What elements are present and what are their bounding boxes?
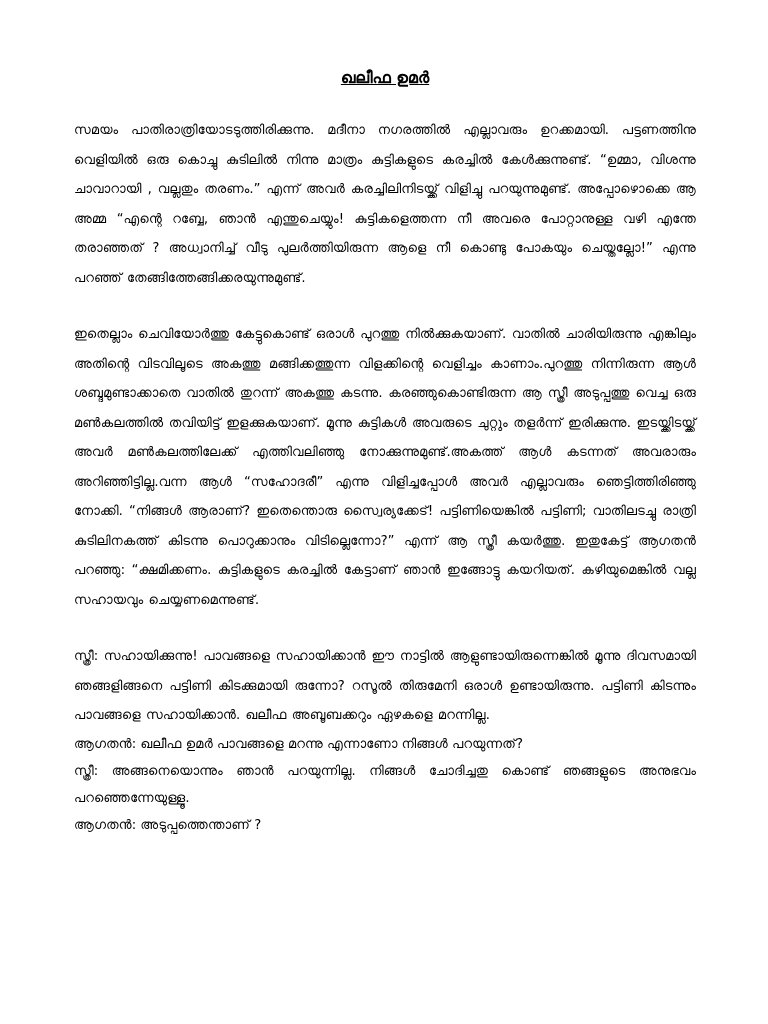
- dialogue-line-3: ആഗതൻ: അടുപ്പത്തെന്താണ് ?: [74, 817, 262, 833]
- paragraph-1: സമയം പാതിരാത്രിയോടടുത്തിരിക്കുന്നു. മദീനാ നഗരത്തിൽ എല്ലാവരും ഉറക്കമായി. പട്ടണത്തിനു വെളിയിൽ ഒരു കൊച്ചു കുടിലിൽ നിന്നു മാത്രം കുട്ടികളുടെ കരച്ചിൽ കേൾക്കുന്നുണ്ട്. “ഉമ്മാ, വിശന്നു ചാവാറായി , വല്ലതും തരണം.” എന്ന് അവർ കരച്ചിലിനിടയ്ക്ക് വിളിച്ചു പറയുന്നുമുണ്ട്. അപ്പോഴൊക്കെ ആ അമ്മ “എന്റെ റബ്ബേ, ഞാൻ എന്തുചെയ്യും! കുട്ടികളെത്തന്ന നീ അവരെ പോറ്റാനുള്ള വഴി എന്തേ തരാഞ്ഞത് ? അധ്വാനിച്ച് വീടു പുലർത്തിയിരുന്ന ആളെ നീ കൊണ്ടു പോകയും ചെയ്തല്ലോ!” എന്നു പറഞ്ഞ് തേങ്ങിത്തേങ്ങിക്കരയുന്നുമുണ്ട്.: [74, 123, 696, 286]
- dialogue-line-2: സ്ത്രീ: അങ്ങനെയൊന്നും ഞാൻ പറയുന്നില്ല. നിങ്ങൾ ചോദിച്ചതു കൊണ്ട് ഞങ്ങളുടെ അനുഭവം പറഞ്ഞെന്നേയുള്ളൂ.: [74, 763, 696, 806]
- paragraph-2: ഇതെല്ലാം ചെവിയോർത്തു കേട്ടുകൊണ്ട് ഒരാൾ പുറത്തു നിൽക്കുകയാണ്. വാതിൽ ചാരിയിരുന്നു എങ്കിലും അതിന്റെ വിടവിലൂടെ അകത്തു മങ്ങിക്കത്തുന്ന വിളക്കിന്റെ വെളിച്ചം കാണാം.പുറത്തു നിന്നിരുന്ന ആൾ ശബ്ദമുണ്ടാക്കാതെ വാതിൽ തുറന്ന് അകത്തു കടന്നു. കരഞ്ഞുകൊണ്ടിരുന്ന ആ സ്ത്രീ അടുപ്പത്തു വെച്ച ഒരു മൺകലത്തിൽ തവിയിട്ട് ഇളക്കുകയാണ്. മൂന്നു കുട്ടികൾ അവരുടെ ചുറ്റും തളർന്ന് ഇരിക്കുന്നു. ഇടയ്ക്കിടയ്ക്ക് അവർ മൺകലത്തിലേക്ക് എത്തിവലിഞ്ഞു നോക്കുന്നുമുണ്ട്.അകത്ത് ആൾ കടന്നത് അവരാരും അറിഞ്ഞിട്ടില്ല.വന്ന ആൾ “സഹോദരീ” എന്നു വിളിച്ചപ്പോൾ അവർ എല്ലാവരും ഞെട്ടിത്തിരിഞ്ഞു നോക്കി. “നിങ്ങൾ ആരാണ്? ഇതെന്തൊരു സ്വൈര്യക്കേട്! പട്ടിണിയെങ്കിൽ പട്ടിണി; വാതിലടച്ചു രാത്രി കുടിലിനകത്ത് കിടന്നു പൊറുക്കാനും വിടില്ലെന്നോ?” എന്ന് ആ സ്ത്രീ കയർത്തു. ഇതുകേട്ട് ആഗതൻ പറഞ്ഞു: “ക്ഷമിക്കണം. കുട്ടികളുടെ കരച്ചിൽ കേട്ടാണ് ഞാൻ ഇങ്ങോട്ടു കയറിയത്. കഴിയുമെങ്കിൽ വല്ല സഹായവും ചെയ്യണമെന്നുണ്ട്.: [74, 327, 696, 608]
- dialogue-line-1: ആഗതൻ: ഖലീഫ ഉമർ പാവങ്ങളെ മറന്നു എന്നാണോ നിങ്ങൾ പറയുന്നത്?: [74, 736, 523, 752]
- paragraph-3: സ്ത്രീ: സഹായിക്കുന്നു! പാവങ്ങളെ സഹായിക്കാൻ ഈ നാട്ടിൽ ആളുണ്ടായിരുന്നെങ്കിൽ മൂന്നു ദിവസമായി ഞങ്ങളിങ്ങനെ പട്ടിണി കിടക്കുമായി രുന്നോ? റസൂൽ തിരുമേനി ഒരാൾ ഉണ്ടായിരുന്നു. പട്ടിണി കിടന്നും പാവങ്ങളെ സഹായിക്കാൻ. ഖലീഫ അബൂബക്കറും ഏഴകളെ മറന്നില്ല.: [74, 649, 696, 723]
- document-page: [74, 66, 696, 839]
- document-title: ഖലീഫ ഉമർ: [340, 68, 430, 87]
